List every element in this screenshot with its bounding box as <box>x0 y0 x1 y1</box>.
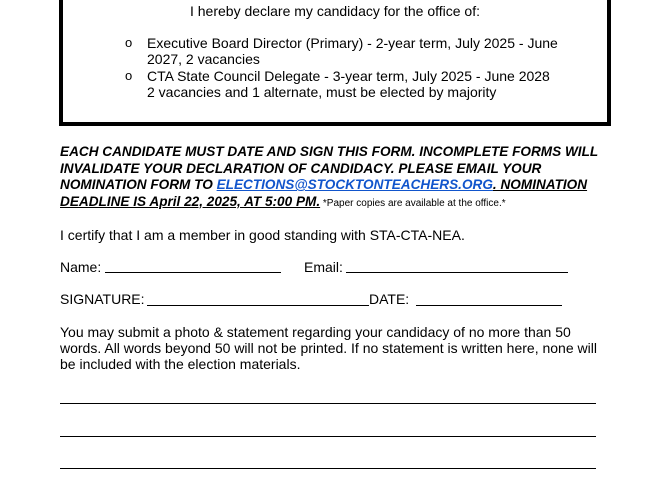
statement-line-1[interactable] <box>60 403 596 404</box>
option-text-line2: 2027, 2 vacancies <box>147 51 260 67</box>
statement-line-2[interactable] <box>60 436 596 437</box>
name-label: Name: <box>60 259 102 275</box>
email-field[interactable] <box>346 272 568 273</box>
membership-certification: I certify that I am a member in good standing with STA-CTA-NEA. <box>60 227 465 243</box>
notice-instructions: EACH CANDIDATE MUST DATE AND SIGN THIS FORM. INCOMPLETE FORMS WILL INVALIDATE YOUR DECLARATION OF CANDIDACY. PLEASE EMAIL YOUR NOMINATION FORM TO <box>60 144 598 192</box>
date-field[interactable] <box>416 305 562 306</box>
signature-field[interactable] <box>147 305 369 306</box>
name-field[interactable] <box>105 272 281 273</box>
nomination-deadline: . NOMINATION DEADLINE IS April 22, 2025, AT 5:00 PM. <box>60 177 588 209</box>
option-text-line1: CTA State Council Delegate - 3-year term, July 2025 - June 2028 <box>147 68 550 84</box>
bullet-icon: o <box>125 35 133 50</box>
statement-instructions: You may submit a photo & statement regarding your candidacy of no more than 50 words. All words beyond 50 will not be printed. If no statement is written here, none will be included with the election materials. <box>60 324 597 372</box>
paper-copies-note: *Paper copies are available at the office.* <box>320 197 506 209</box>
office-option-state-council[interactable] <box>125 68 577 100</box>
submission-notice <box>60 144 605 212</box>
date-label: DATE: <box>369 291 410 307</box>
email-label: Email: <box>304 259 343 275</box>
declaration-box <box>59 0 611 126</box>
option-text-line2: 2 vacancies and 1 alternate, must be elected by majority <box>147 84 497 100</box>
declaration-heading: I hereby declare my candidacy for the office of: <box>189 3 480 19</box>
signature-label: SIGNATURE: <box>60 291 145 307</box>
statement-line-3[interactable] <box>60 468 596 469</box>
option-text-line1: Executive Board Director (Primary) - 2-year term, July 2025 - June <box>147 35 558 51</box>
bullet-icon: o <box>125 68 133 83</box>
office-option-executive-board[interactable] <box>125 35 567 67</box>
elections-email-link[interactable]: ELECTIONS@STOCKTONTEACHERS.ORG <box>216 177 493 192</box>
